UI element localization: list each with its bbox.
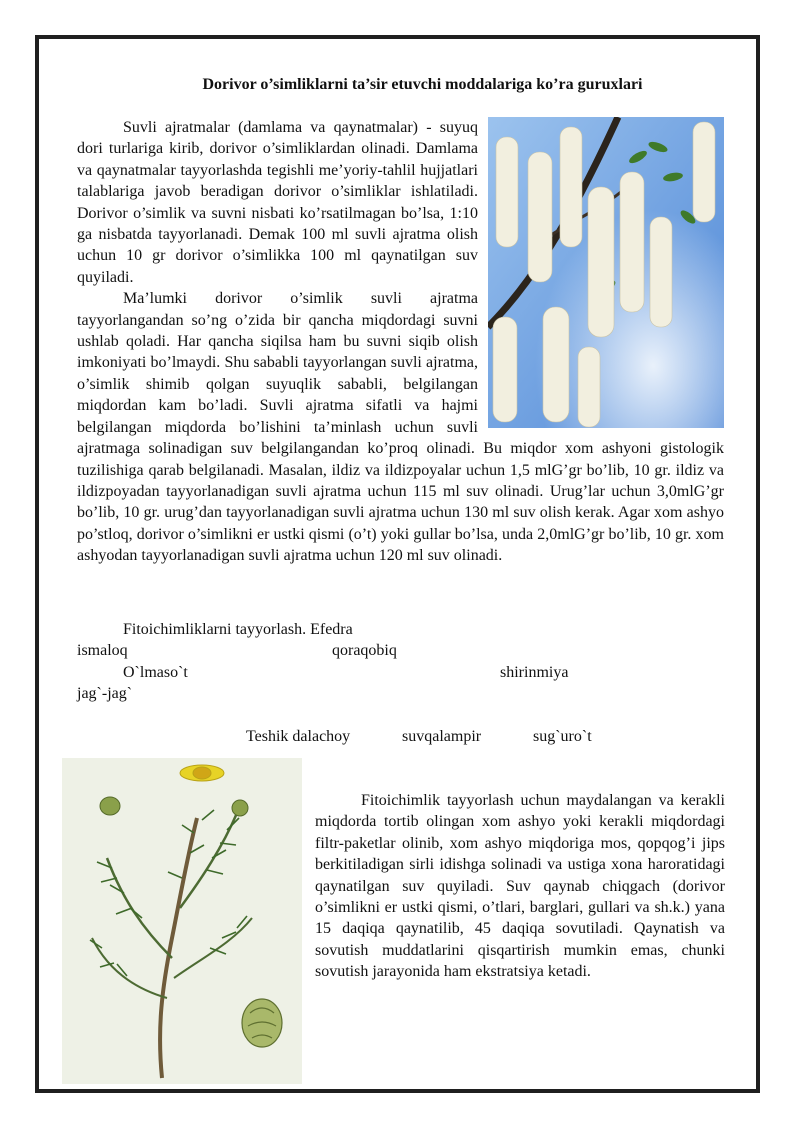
plant-teshik-dalachoy: Teshik dalachoy [246, 728, 351, 745]
plant-shirinmiya: shirinmiya [500, 664, 569, 681]
plant-sugurot: sug`uro`t [533, 728, 592, 745]
adonis-plant-illustration [62, 758, 302, 1084]
fito-heading: Fitoichimliklarni tayyorlash. Efedra [123, 621, 353, 638]
plant-qoraqobiq: qoraqobiq [332, 642, 397, 659]
plant-jagjag: jag`-jag` [77, 685, 133, 702]
acacia-flowers-photo [488, 117, 724, 428]
plant-olmasot: O`lmaso`t [123, 664, 188, 681]
plant-ismaloq: ismaloq [77, 642, 128, 659]
page-title: Dorivor o’simliklarni ta’sir etuvchi moddalariga ko’ra guruxlari [202, 76, 643, 93]
paragraph-malumki: Ma’lumki dorivor o’simlik suvli ajratma tayyorlangandan so’ng o’zida bir qancha miqdordagi suvni ushlab qoladi. Har qancha siqilsa ham bu suvni siqib olish imkoniyati bo’lmaydi. Shu sababli tayyorlangan suvli ajratma, o’simlik shimib qolgan suyuqlik sababli, belgilangan miqdordan kam bo’ladi. Suvli ajratma sifatli va hajmi belgilangan miqdorda bo’lishini ta’minlash uchun suvli ajratmaga solinadigan suv belgilangandan ko’proq olinadi. Bu miqdor xom ashyoni gistologik tuzilishiga qarab belgilanadi. Masalan, ildiz va ildizpoyalar uchun 1,5 mlG’gr bo’lib, 10 gr. ildiz va ildizpoyadan tayyorlanadigan suvli ajratma uchun 115 ml suv olinadi. Urug’lar uchun 3,0mlG’gr bo’lib, 10 gr. urug’dan tayyorlanadigan suvli ajratma uchun 130 ml suv olish kerak. Agar xom ashyo po’stloq, dorivor o’simlikni er ustki qismi (o’t) yoki gullar bo’lsa, unda 2,0mlG’gr bo’lib, 10 gr. xom ashyodan tayyorlanadigan suvli ajratma uchun 120 ml suv olinadi. [77, 290, 724, 565]
plant-suvqalampir: suvqalampir [402, 728, 482, 745]
paragraph-fitoichimlik: Fitoichimlik tayyorlash uchun maydalangan va kerakli miqdorda tortib olingan xom ashyo yoki kerakli miqdordagi filtr-paketlar olinib, xom ashyo miqdoriga mos, qopqog’i jips berkitiladigan sirli idishga solinadi va ustiga xona haroratidagi qaynatilgan suv quyiladi. Suv qaynab chiqgach (dorivor o’simlikni er ustki qismi, o’tlari, barglari, gullari va sh.k.) yana 15 daqiqa qaynatilib, 45 daqiqa sovutiladi. Qaynatish va sovutish muddatlarini qisqartirish mumkin emas, chunki sovutish jarayonida ham ekstratsiya ketadi. [315, 792, 725, 981]
paragraph-suvli-ajratmalar: Suvli ajratmalar (damlama va qaynatmalar) - suyuq dori turlariga kirib, dorivor o’simliklardan olinadi. Damlama va qaynatmalar tayyorlashda tegishli me’yoriy-tahlil hujjatlari talablariga javob beradigan dorivor o’simliklar ishlatiladi. Dorivor o’simlik va suvni nisbati ko’rsatilmagan bo’lsa, 1:10 ga nisbatda tayyorlanadi. Demak 100 ml suvli ajratma olish uchun 10 gr dorivor o’simlikka 100 ml qaynatilgan suv quyiladi. [77, 119, 478, 286]
main-text-block [77, 117, 724, 567]
